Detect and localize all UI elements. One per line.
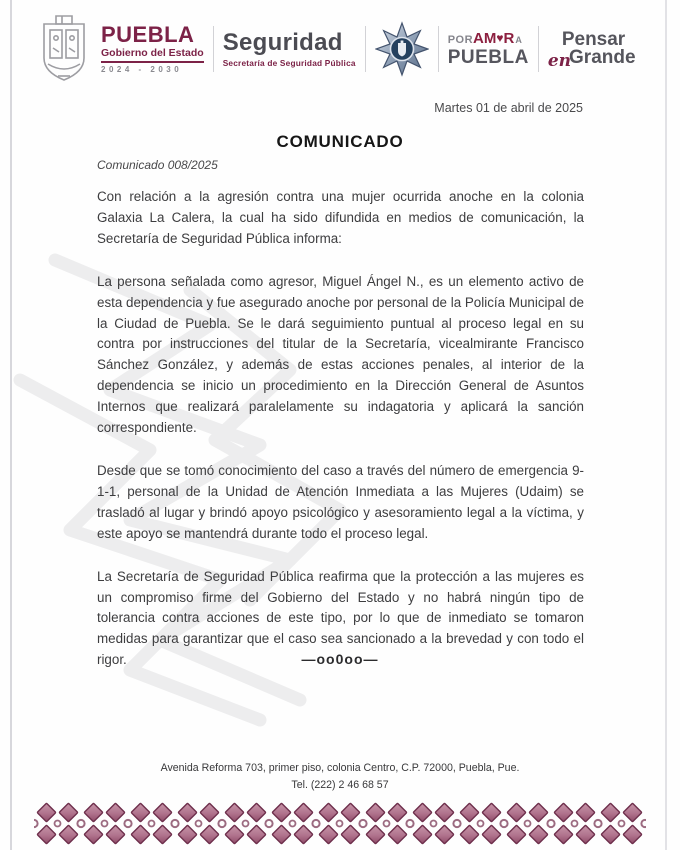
puebla-logo-subtitle: Gobierno del Estado bbox=[101, 48, 204, 63]
police-badge-icon bbox=[375, 19, 429, 79]
decorative-border bbox=[34, 800, 646, 847]
paragraph: La Secretaría de Seguridad Pública reafirma que la protección a las mujeres es un compromiso firme del Gobierno del Estado y no habrá ningún tipo de tolerancia contra acciones de este tipo, por lo que de inmediato se tomaron medidas para garantizar que el caso sea sancionado a la brevedad y con todo el rigor. bbox=[97, 568, 584, 668]
paragraph: Con relación a la agresión contra una mujer ocurrida anoche en la colonia Galaxia La Calera, la cual ha sido difundida en medios de comunicación, la Secretaría de Seguridad Pública informa: bbox=[97, 189, 584, 246]
end-separator: —oo0oo— bbox=[301, 651, 379, 667]
document-number: Comunicado 008/2025 bbox=[97, 158, 218, 172]
por-amor-a: A bbox=[515, 35, 522, 45]
seguridad-logo-title: Seguridad bbox=[222, 28, 343, 56]
heart-icon: ♥ bbox=[496, 31, 504, 45]
por-amor-a-puebla-logo bbox=[448, 31, 529, 67]
footer-address: Avenida Reforma 703, primer piso, colonia Centro, C.P. 72000, Puebla, Pue. bbox=[160, 762, 520, 774]
por-amor-am: AM bbox=[473, 30, 497, 47]
logo-divider bbox=[438, 26, 439, 72]
footer bbox=[0, 760, 680, 794]
document-title: COMUNICADO bbox=[276, 132, 404, 151]
header-logos bbox=[36, 12, 646, 86]
por-amor-r: R bbox=[503, 30, 515, 47]
paragraph: Desde que se tomó conocimiento del caso a través del número de emergencia 9-1-1, personal de la Unidad de Atención Inmediata a las Mujeres (Udaim) se trasladó al lugar y brindó apoyo psicológico y asesoramiento legal a la víctima, y este apoyo se mantendrá durante todo el proceso legal. bbox=[97, 462, 584, 541]
logo-divider bbox=[365, 26, 366, 72]
seguridad-logo-subtitle: Secretaría de Seguridad Pública bbox=[222, 57, 356, 68]
por-amor-puebla: PUEBLA bbox=[447, 47, 529, 68]
page-edge-left bbox=[10, 0, 12, 850]
dateline: Martes 01 de abril de 2025 bbox=[434, 101, 583, 115]
por-amor-por: POR bbox=[447, 34, 474, 46]
paragraph: La persona señalada como agresor, Miguel Ángel N., es un elemento activo de esta dependencia y fue asegurado anoche por personal de la Policía Municipal de la Ciudad de Puebla. Se le dará seguimiento puntual al proceso legal en su contra por instrucciones del titular de la Secretaría, vicealmirante Francisco Sánchez González, y además de estas acciones penales, al interior de la dependencia se inicio un procedimiento en la Dirección General de Asuntos Internos que realizará paralelamente su indagatoria y aplicará la sanción correspondiente. bbox=[97, 273, 584, 436]
puebla-logo-years: 2024 - 2030 bbox=[101, 64, 183, 74]
pensar-en-grande-logo bbox=[547, 28, 636, 71]
pensar-en: en bbox=[547, 50, 572, 71]
pensar-line2: Grande bbox=[569, 47, 636, 68]
puebla-coat-of-arms-icon bbox=[36, 14, 92, 84]
document-body bbox=[97, 187, 584, 693]
logo-divider bbox=[538, 26, 539, 72]
footer-phone: Tel. (222) 2 46 68 57 bbox=[291, 778, 389, 791]
seguridad-logo bbox=[222, 28, 356, 68]
logo-divider bbox=[213, 26, 214, 72]
puebla-logo-title: PUEBLA bbox=[101, 22, 195, 48]
page-edge-right bbox=[665, 0, 667, 850]
pensar-line1: Pensar bbox=[561, 28, 626, 50]
puebla-gobierno-logo bbox=[101, 24, 204, 74]
